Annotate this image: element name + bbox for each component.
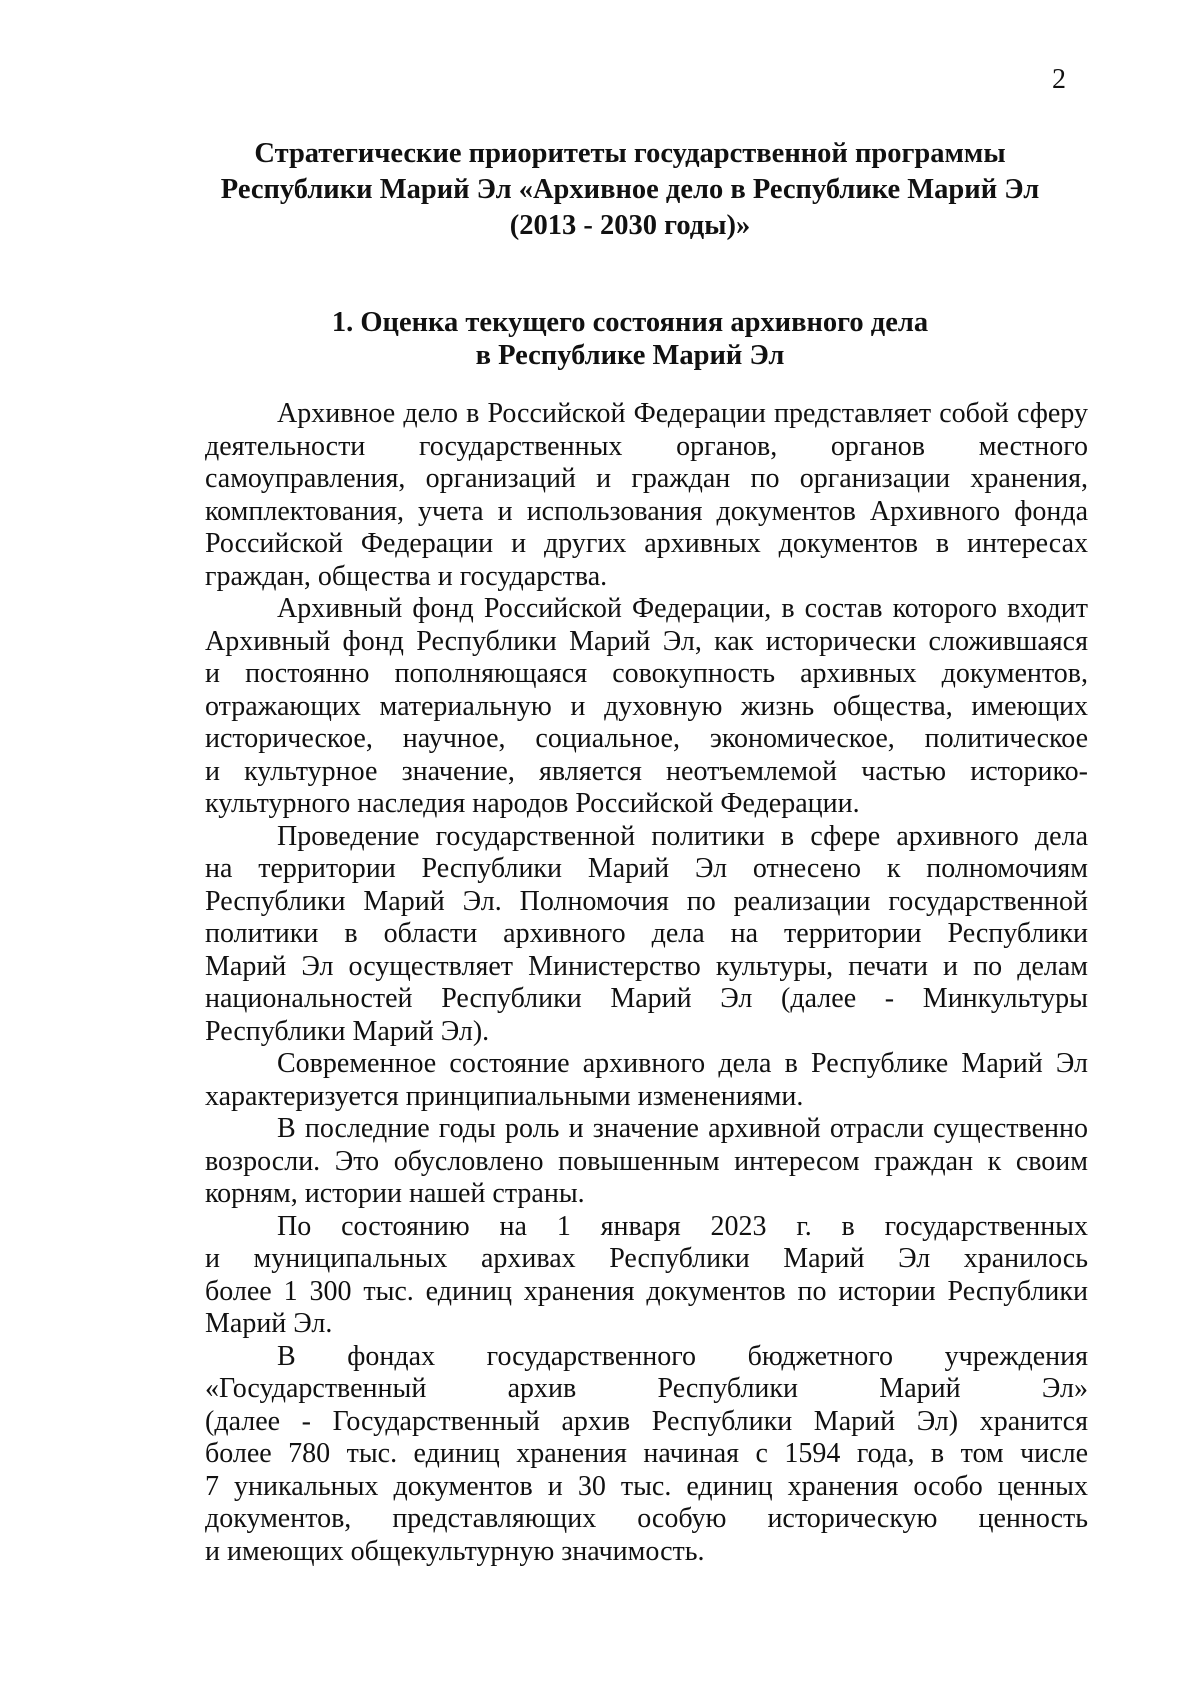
paragraph-line: По состоянию на 1 января 2023 г. в государственных (277, 1210, 1088, 1242)
paragraph-line: Республики Марий Эл). (205, 1015, 490, 1047)
paragraph-line: документов, представляющих особую историческую ценность (205, 1503, 1088, 1534)
paragraph-line: Республики Марий Эл. Полномочия по реализации государственной (205, 885, 1088, 917)
paragraph (205, 1341, 1088, 1569)
paragraph-line: возросли. Это обусловлено повышенным интересом граждан к своим (205, 1145, 1088, 1177)
paragraph (205, 821, 1088, 1049)
paragraph-line: на территории Республики Марий Эл отнесено к полномочиям (205, 853, 1088, 884)
paragraph-line: В последние годы роль и значение архивной отрасли существенно (277, 1113, 1088, 1144)
paragraph-line: корням, истории нашей страны. (205, 1178, 585, 1209)
document-title-line: Республики Марий Эл «Архивное дело в Республике Марий Эл (220, 174, 1040, 205)
paragraph-line: культурного наследия народов Российской Федерации. (205, 788, 860, 819)
paragraph-line: Марий Эл. (205, 1308, 333, 1339)
document-body (205, 398, 1088, 1568)
paragraph-line: более 1 300 тыс. единиц хранения документов по истории Республики (205, 1275, 1088, 1307)
paragraph-line: Марий Эл осуществляет Министерство культуры, печати и по делам (205, 950, 1088, 982)
paragraph (205, 1113, 1088, 1211)
paragraph-line: самоуправления, организаций и граждан по организации хранения, (205, 463, 1088, 494)
section-title-line: 1. Оценка текущего состояния архивного дела (331, 307, 929, 338)
paragraph-line: более 780 тыс. единиц хранения начиная с 1594 года, в том числе (205, 1438, 1088, 1469)
paragraph-line: В фондах государственного бюджетного учреждения (277, 1340, 1088, 1372)
page-number: 2 (1052, 64, 1066, 95)
paragraph-line: историческое, научное, социальное, экономическое, политическое (205, 723, 1088, 754)
paragraph-line: и имеющих общекультурную значимость. (205, 1535, 705, 1567)
paragraph-line: Проведение государственной политики в сфере архивного дела (277, 820, 1088, 852)
paragraph-line: Архивный фонд Российской Федерации, в состав которого входит (277, 593, 1088, 624)
paragraph-line: политики в области архивного дела на территории Республики (205, 918, 1088, 949)
section-title-line: в Республике Марий Эл (475, 340, 785, 371)
paragraph (205, 1048, 1088, 1113)
document-title-line: (2013 - 2030 годы)» (509, 210, 751, 241)
paragraph-line: Архивный фонд Республики Марий Эл, как исторически сложившаяся (205, 625, 1088, 657)
paragraph-line: 7 уникальных документов и 30 тыс. единиц хранения особо ценных (205, 1470, 1088, 1502)
paragraph-line: Российской Федерации и других архивных документов в интересах (205, 528, 1088, 559)
paragraph-line: комплектования, учета и использования документов Архивного фонда (205, 495, 1088, 527)
document-title-line: Стратегические приоритеты государственной программы (254, 138, 1006, 169)
paragraph-line: и постоянно пополняющаяся совокупность архивных документов, (205, 658, 1088, 689)
document-title (180, 136, 1080, 244)
paragraph-line: национальностей Республики Марий Эл (далее - Минкультуры (205, 983, 1088, 1014)
paragraph-line: Архивное дело в Российской Федерации представляет собой сферу (277, 398, 1088, 429)
paragraph-line: граждан, общества и государства. (205, 560, 608, 592)
paragraph-line: и муниципальных архивах Республики Марий Эл хранилось (205, 1243, 1088, 1274)
paragraph-line: Современное состояние архивного дела в Республике Марий Эл (277, 1048, 1088, 1079)
paragraph (205, 1211, 1088, 1341)
paragraph-line: деятельности государственных органов, органов местного (205, 430, 1088, 462)
paragraph-line: (далее - Государственный архив Республики Марий Эл) хранится (205, 1405, 1088, 1437)
paragraph-line: «Государственный архив Республики Марий Эл» (205, 1373, 1088, 1404)
paragraph-line: отражающих материальную и духовную жизнь общества, имеющих (205, 690, 1088, 722)
paragraph (205, 593, 1088, 821)
paragraph-line: и культурное значение, является неотъемлемой частью историко- (205, 755, 1088, 787)
paragraph-line: характеризуется принципиальными изменениями. (205, 1080, 804, 1112)
section-title (230, 306, 1030, 372)
paragraph (205, 398, 1088, 593)
